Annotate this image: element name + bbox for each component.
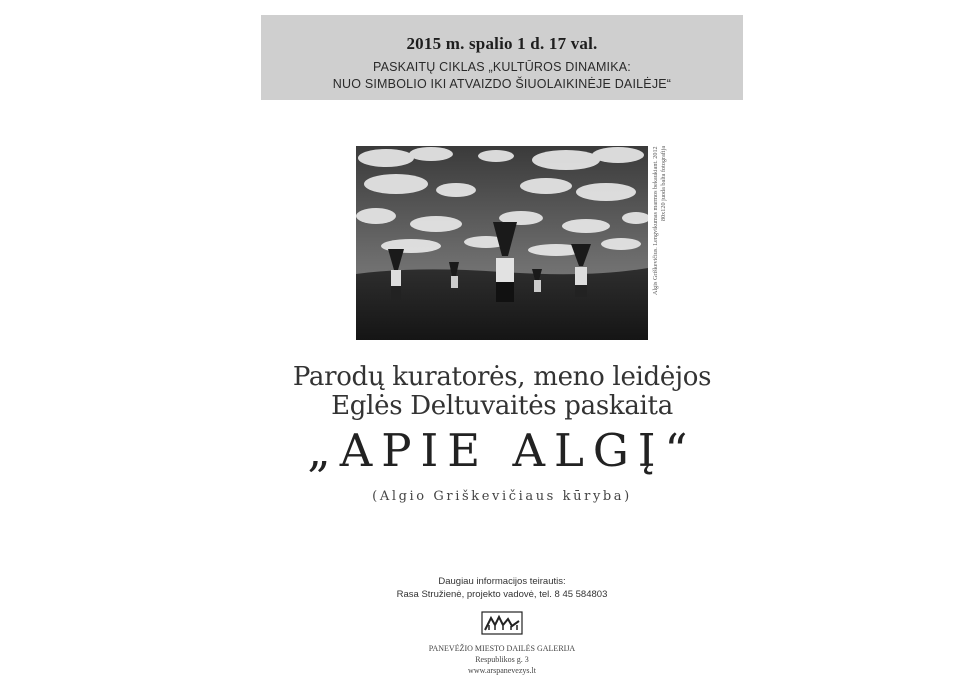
caption-line-2: 80x120 juoda balta fotografija: [660, 146, 667, 222]
gallery-address: Respublikos g. 3: [475, 655, 529, 664]
lecture-series: [261, 59, 743, 93]
header-banner: [261, 15, 743, 100]
lecture-description: [260, 363, 744, 421]
lecture-line-1: Parodų kuratorės, meno leidėjos: [292, 362, 712, 392]
gallery-logo-icon: [481, 611, 523, 635]
series-line-1: PASKAITŲ CIKLAS „KULTŪROS DINAMIKA:: [373, 60, 631, 74]
lecture-title: „APIE ALGĮ“: [307, 424, 697, 477]
caption-line-1: Algis Griškevičius. Lengvikumas marmos bekaukiant. 2012: [652, 146, 659, 295]
series-line-2: NUO SIMBOLIO IKI ATVAIZDO ŠIUOLAIKINĖJE DAILĖJE“: [332, 77, 672, 91]
lecture-line-2: Eglės Deltuvaitės paskaita: [331, 391, 673, 421]
gallery-website[interactable]: www.arspanevezys.lt: [468, 666, 536, 675]
photo-caption: [652, 146, 676, 340]
contact-info: [260, 575, 744, 601]
photo-image: [356, 146, 648, 340]
contact-line-2: Rasa Stružienė, projekto vadovė, tel. 8 45 584803: [396, 589, 608, 600]
gallery-name: PANEVĖŽIO MIESTO DAILĖS GALERIJA: [428, 644, 576, 653]
gallery-info: [260, 643, 744, 676]
event-date: 2015 m. spalio 1 d. 17 val.: [406, 34, 598, 53]
lecture-subtitle: (Algio Griškevičiaus kūryba): [372, 489, 632, 504]
contact-line-1: Daugiau informacijos teirautis:: [438, 576, 566, 587]
artwork-photo: [356, 146, 648, 340]
